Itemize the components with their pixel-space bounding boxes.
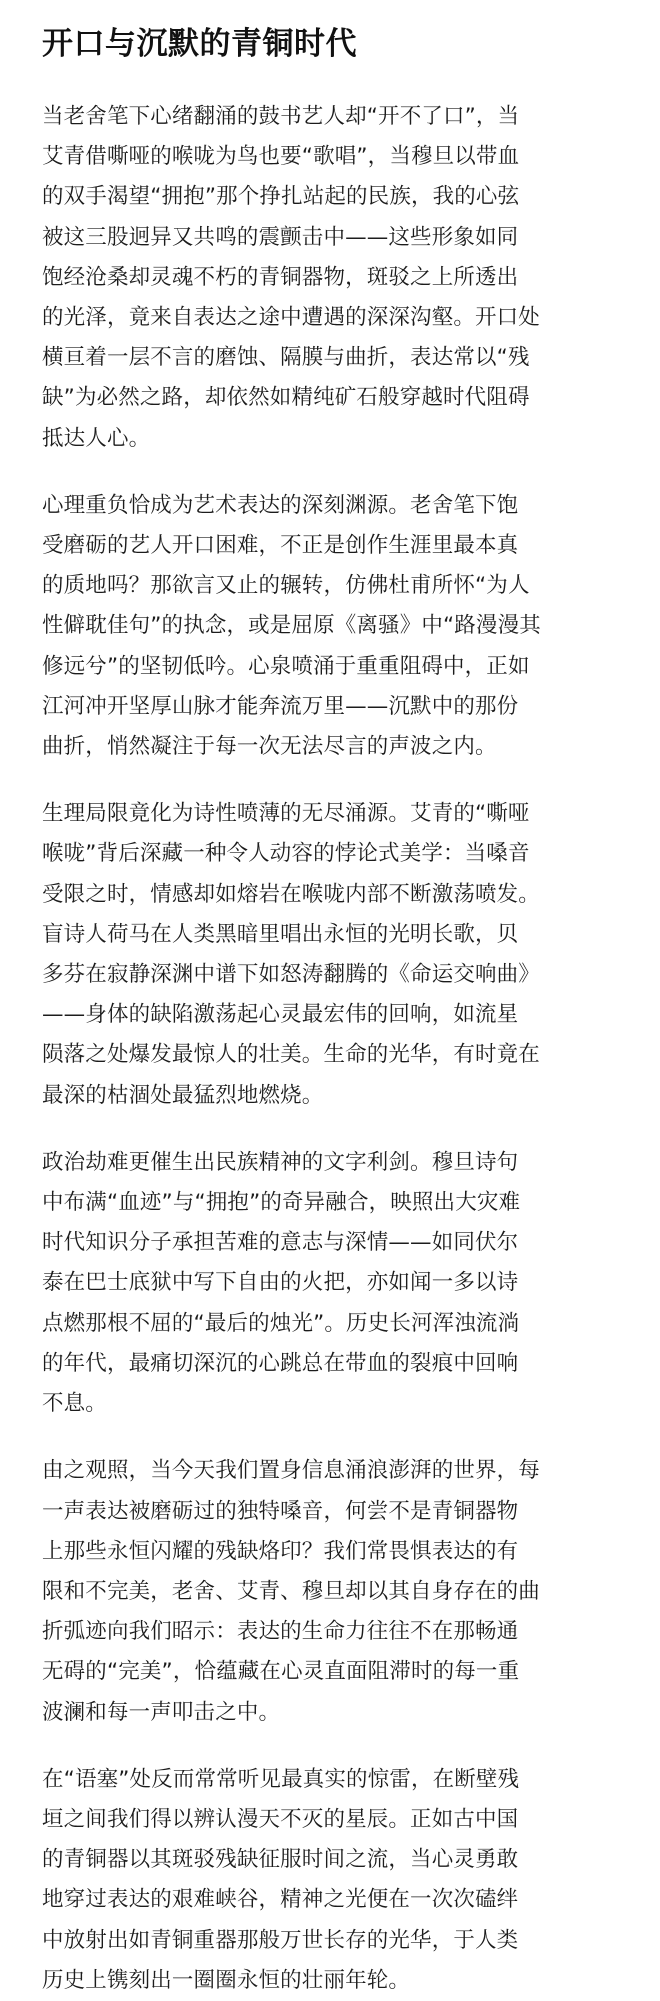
paragraph-line: 无碍的“完美”，恰蕴藏在心灵直面阻滞时的每一重 xyxy=(42,1659,520,1685)
paragraph-line: 在“语塞”处反而常常听见最真实的惊雷，在断壁残 xyxy=(42,1766,520,1792)
paragraph-line: 受磨砺的艺人开口困难，不正是创作生涯里最本真 xyxy=(42,533,519,559)
paragraph-line: 喉咙”背后深藏一种令人动容的悖论式美学：当嗓音 xyxy=(42,841,530,867)
paragraph-line: 盲诗人荷马在人类黑暗里唱出永恒的光明长歌，贝 xyxy=(42,921,519,947)
paragraph-line: 被这三股迥异又共鸣的震颤击中——这些形象如同 xyxy=(42,224,519,250)
article-paragraph xyxy=(42,1760,622,2001)
paragraph-line: 的光泽，竟来自表达之途中遭遇的深深沟壑。开口处 xyxy=(42,305,540,331)
article-title: 开口与沉默的青铜时代 xyxy=(42,26,357,62)
article-paragraph xyxy=(42,794,622,1116)
paragraph-line: 受限之时，情感却如熔岩在喉咙内部不断激荡喷发。 xyxy=(42,881,540,907)
paragraph-line: 江河冲开坚厚山脉才能奔流万里——沉默中的那份 xyxy=(42,693,519,719)
paragraph-line: 性僻耽佳句”的执念，或是屈原《离骚》中“路漫漫其 xyxy=(42,613,541,639)
paragraph-line: 心理重负恰成为艺术表达的深刻渊源。老舍笔下饱 xyxy=(42,492,519,518)
paragraph-line: 抵达人心。 xyxy=(42,425,151,451)
paragraph-line: 横亘着一层不言的磨蚀、隔膜与曲折，表达常以“残 xyxy=(42,345,530,371)
paragraph-line: 修远兮”的坚韧低吟。心泉喷涌于重重阻碍中，正如 xyxy=(42,653,530,679)
paragraph-line: 地穿过表达的艰难峡谷，精神之光便在一次次磕绊 xyxy=(42,1887,519,1913)
paragraph-line: 中放射出如青铜重器那般万世长存的光华，于人类 xyxy=(42,1927,519,1953)
paragraph-line: ——身体的缺陷激荡起心灵最宏伟的回响，如流星 xyxy=(42,1002,519,1028)
paragraph-line: 饱经沧桑却灵魂不朽的青铜器物，斑驳之上所透出 xyxy=(42,264,519,290)
paragraph-line: 生理局限竟化为诗性喷薄的无尽涌源。艾青的“嘶哑 xyxy=(42,801,530,827)
paragraph-line: 的青铜器以其斑驳残缺征服时间之流，当心灵勇敢 xyxy=(42,1847,519,1873)
paragraph-line: 的质地吗？那欲言又止的辗转，仿佛杜甫所怀“为人 xyxy=(42,573,530,599)
paragraph-line: 当老舍笔下心绪翻涌的鼓书艺人却“开不了口”，当 xyxy=(42,104,520,129)
paragraph-line: 折弧迹向我们昭示：表达的生命力往往不在那畅通 xyxy=(42,1619,519,1645)
paragraph-line: 上那些永恒闪耀的残缺烙印？我们常畏惧表达的有 xyxy=(42,1538,519,1564)
paragraph-line: 一声表达被磨砺过的独特嗓音，何尝不是青铜器物 xyxy=(42,1498,519,1524)
paragraph-line: 限和不完美，老舍、艾青、穆旦却以其自身存在的曲 xyxy=(42,1578,540,1604)
paragraph-line: 政治劫难更催生出民族精神的文字利剑。穆旦诗句 xyxy=(42,1149,519,1175)
article-paragraph xyxy=(42,1143,622,1424)
paragraph-line: 多芬在寂静深渊中谱下如怒涛翻腾的《命运交响曲》 xyxy=(42,962,540,988)
paragraph-line: 波澜和每一声叩击之中。 xyxy=(42,1699,281,1725)
paragraph-line: 历史上镌刻出一圈圈永恒的壮丽年轮。 xyxy=(42,1967,411,1993)
article-paragraph xyxy=(42,1451,622,1732)
paragraph-line: 垣之间我们得以辨认漫天不灭的星辰。正如古中国 xyxy=(42,1806,519,1832)
paragraph-line: 陨落之处爆发最惊人的壮美。生命的光华，有时竟在 xyxy=(42,1042,540,1068)
article-body xyxy=(42,97,660,2001)
paragraph-line: 缺”为必然之路，却依然如精纯矿石般穿越时代阻碍 xyxy=(42,385,530,411)
article-paragraph xyxy=(42,486,622,767)
paragraph-line: 中布满“血迹”与“拥抱”的奇异融合，映照出大灾难 xyxy=(42,1190,521,1216)
paragraph-line: 不息。 xyxy=(42,1391,107,1417)
paragraph-line: 的年代，最痛切深沉的心跳总在带血的裂痕中回响 xyxy=(42,1350,519,1376)
paragraph-line: 时代知识分子承担苦难的意志与深情——如同伏尔 xyxy=(42,1230,519,1256)
paragraph-line: 艾青借嘶哑的喉咙为鸟也要“歌唱”，当穆旦以带血 xyxy=(42,144,520,170)
paragraph-line: 由之观照，当今天我们置身信息涌浪澎湃的世界，每 xyxy=(42,1458,540,1484)
paragraph-line: 泰在巴士底狱中写下自由的火把，亦如闻一多以诗 xyxy=(42,1270,519,1296)
paragraph-line: 最深的枯涸处最猛烈地燃烧。 xyxy=(42,1082,324,1108)
paragraph-line: 的双手渴望“拥抱”那个挣扎站起的民族，我的心弦 xyxy=(42,184,520,210)
article-paragraph xyxy=(42,97,622,459)
paragraph-line: 曲折，悄然凝注于每一次无法尽言的声波之内。 xyxy=(42,734,497,760)
paragraph-line: 点燃那根不屈的“最后的烛光”。历史长河浑浊流淌 xyxy=(42,1310,520,1336)
